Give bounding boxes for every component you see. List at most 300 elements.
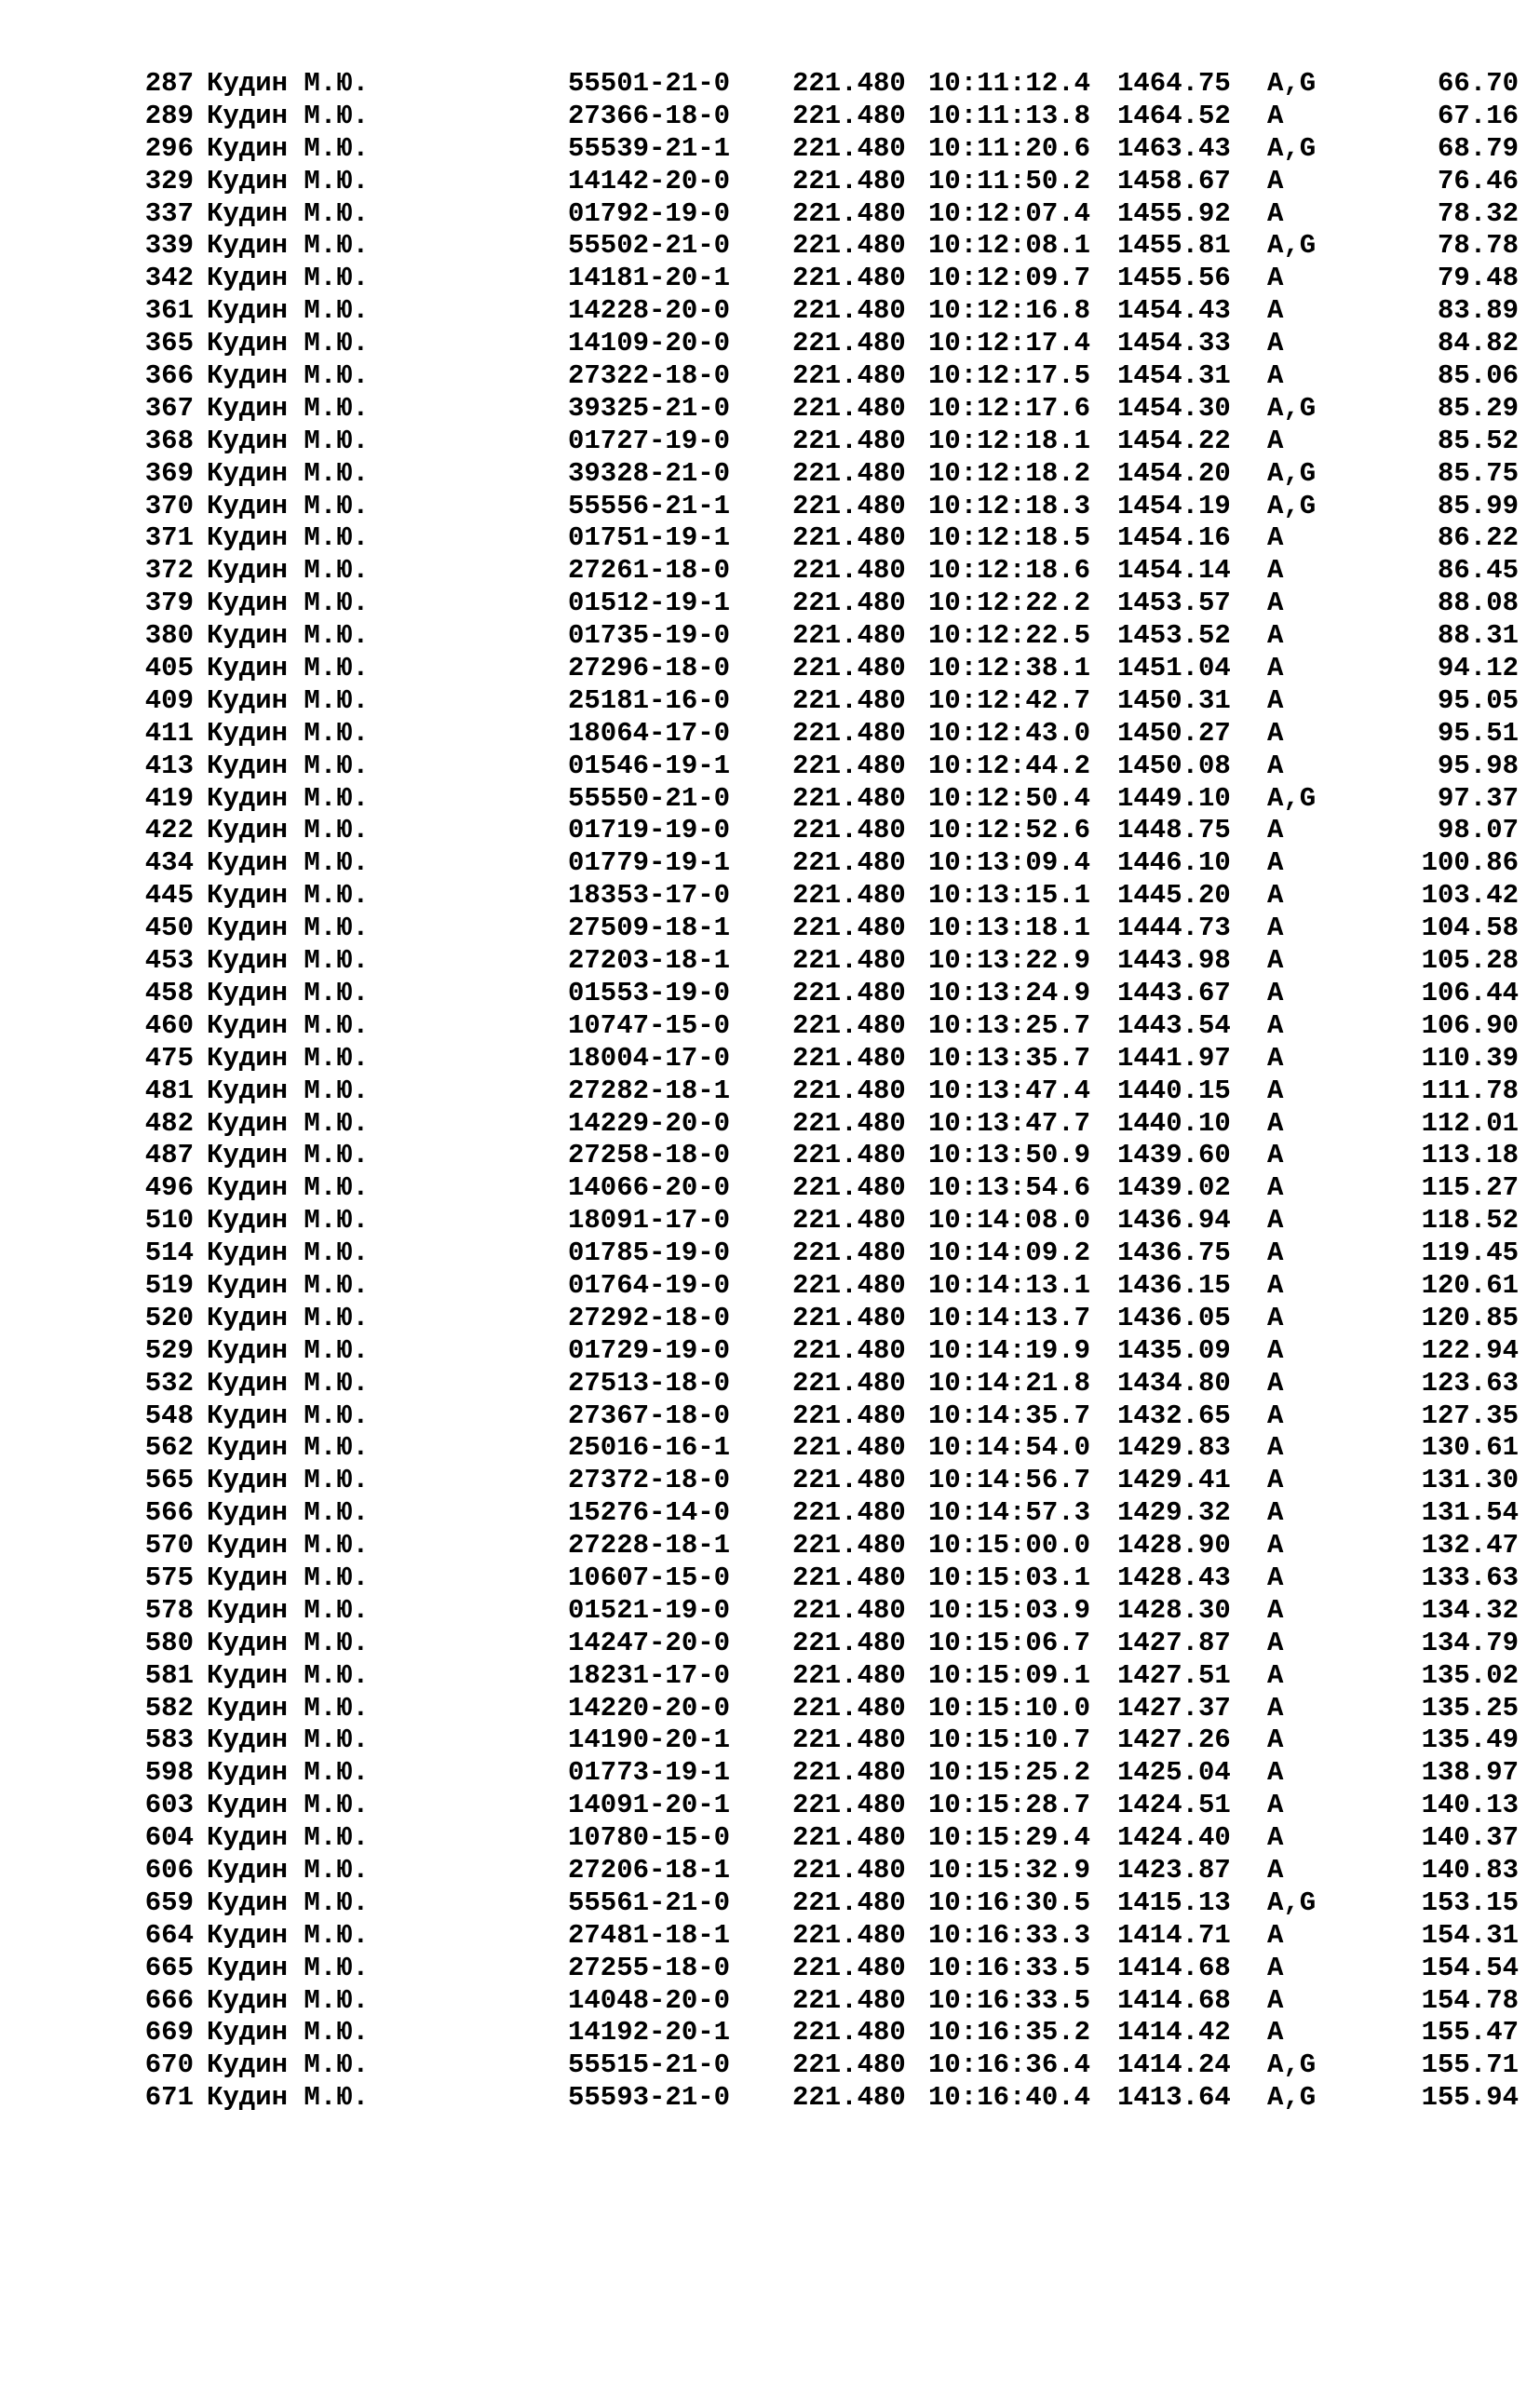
score-cell: 119.45 <box>1421 1237 1519 1269</box>
frequency-cell: 221.480 <box>792 1400 906 1431</box>
id-cell: 27367-18-0 <box>568 1400 731 1431</box>
time-cell: 10:13:35.7 <box>928 1042 1091 1074</box>
score-cell: 83.89 <box>1437 295 1519 327</box>
mode-cell: A <box>1267 295 1284 327</box>
value-cell: 1440.10 <box>1117 1107 1231 1139</box>
mode-cell: A <box>1267 100 1284 131</box>
frequency-cell: 221.480 <box>792 1140 906 1171</box>
time-cell: 10:14:54.0 <box>928 1432 1091 1464</box>
name-cell: Кудин М.Ю. <box>207 392 370 424</box>
time-cell: 10:12:43.0 <box>928 717 1091 749</box>
id-cell: 01779-19-1 <box>568 847 731 879</box>
time-cell: 10:13:24.9 <box>928 977 1091 1008</box>
score-cell: 154.54 <box>1421 1952 1519 1983</box>
table-row <box>0 1075 1540 1108</box>
value-cell: 1454.31 <box>1117 360 1231 392</box>
frequency-cell: 221.480 <box>792 425 906 456</box>
score-cell: 85.29 <box>1437 392 1519 424</box>
value-cell: 1451.04 <box>1117 653 1231 684</box>
id-cell: 14192-20-1 <box>568 2017 731 2049</box>
frequency-cell: 221.480 <box>792 1075 906 1106</box>
mode-cell: A <box>1267 197 1284 229</box>
frequency-cell: 221.480 <box>792 230 906 262</box>
frequency-cell: 221.480 <box>792 2049 906 2081</box>
mode-cell: A <box>1267 1790 1284 1821</box>
value-cell: 1454.43 <box>1117 295 1231 327</box>
value-cell: 1439.60 <box>1117 1140 1231 1171</box>
name-cell: Кудин М.Ю. <box>207 653 370 684</box>
table-row <box>0 1108 1540 1141</box>
time-cell: 10:16:35.2 <box>928 2017 1091 2049</box>
place-cell: 372 <box>144 555 194 587</box>
score-cell: 88.31 <box>1437 620 1519 652</box>
name-cell: Кудин М.Ю. <box>207 977 370 1008</box>
id-cell: 14220-20-0 <box>568 1692 731 1724</box>
name-cell: Кудин М.Ю. <box>207 360 370 392</box>
place-cell: 422 <box>144 815 194 846</box>
frequency-cell: 221.480 <box>792 1237 906 1269</box>
time-cell: 10:12:52.6 <box>928 815 1091 846</box>
mode-cell: A <box>1267 1237 1284 1269</box>
score-cell: 95.05 <box>1437 684 1519 716</box>
score-cell: 85.99 <box>1437 490 1519 521</box>
name-cell: Кудин М.Ю. <box>207 1400 370 1431</box>
id-cell: 27509-18-1 <box>568 913 731 944</box>
time-cell: 10:12:18.1 <box>928 425 1091 456</box>
mode-cell: A,G <box>1267 490 1317 521</box>
score-cell: 94.12 <box>1437 653 1519 684</box>
value-cell: 1429.32 <box>1117 1497 1231 1529</box>
table-row <box>0 328 1540 360</box>
value-cell: 1455.81 <box>1117 230 1231 262</box>
time-cell: 10:14:08.0 <box>928 1205 1091 1237</box>
name-cell: Кудин М.Ю. <box>207 1465 370 1496</box>
table-row <box>0 2049 1540 2082</box>
table-row <box>0 783 1540 816</box>
table-row <box>0 230 1540 263</box>
frequency-cell: 221.480 <box>792 165 906 196</box>
table-row <box>0 588 1540 620</box>
frequency-cell: 221.480 <box>792 1497 906 1529</box>
results-table <box>0 68 1540 2115</box>
time-cell: 10:12:16.8 <box>928 295 1091 327</box>
score-cell: 135.02 <box>1421 1659 1519 1691</box>
time-cell: 10:14:19.9 <box>928 1334 1091 1366</box>
mode-cell: A <box>1267 1009 1284 1041</box>
frequency-cell: 221.480 <box>792 1172 906 1204</box>
time-cell: 10:14:35.7 <box>928 1400 1091 1431</box>
table-row <box>0 555 1540 588</box>
id-cell: 27255-18-0 <box>568 1952 731 1983</box>
frequency-cell: 221.480 <box>792 1530 906 1562</box>
value-cell: 1455.92 <box>1117 197 1231 229</box>
score-cell: 85.06 <box>1437 360 1519 392</box>
id-cell: 14229-20-0 <box>568 1107 731 1139</box>
place-cell: 548 <box>144 1400 194 1431</box>
table-row <box>0 1855 1540 1887</box>
id-cell: 25016-16-1 <box>568 1432 731 1464</box>
table-row <box>0 458 1540 491</box>
value-cell: 1448.75 <box>1117 815 1231 846</box>
name-cell: Кудин М.Ю. <box>207 1205 370 1237</box>
mode-cell: A <box>1267 2017 1284 2049</box>
id-cell: 01785-19-0 <box>568 1237 731 1269</box>
value-cell: 1428.43 <box>1117 1562 1231 1593</box>
id-cell: 27203-18-1 <box>568 945 731 977</box>
score-cell: 84.82 <box>1437 328 1519 359</box>
time-cell: 10:14:56.7 <box>928 1465 1091 1496</box>
table-row <box>0 1172 1540 1205</box>
id-cell: 55501-21-0 <box>568 68 731 99</box>
frequency-cell: 221.480 <box>792 1334 906 1366</box>
score-cell: 103.42 <box>1421 880 1519 912</box>
name-cell: Кудин М.Ю. <box>207 1822 370 1854</box>
time-cell: 10:11:20.6 <box>928 132 1091 164</box>
table-row <box>0 1335 1540 1368</box>
place-cell: 598 <box>144 1757 194 1789</box>
place-cell: 339 <box>144 230 194 262</box>
table-row <box>0 2082 1540 2115</box>
name-cell: Кудин М.Ю. <box>207 782 370 814</box>
time-cell: 10:16:33.3 <box>928 1919 1091 1951</box>
place-cell: 575 <box>144 1562 194 1593</box>
place-cell: 583 <box>144 1724 194 1756</box>
place-cell: 419 <box>144 782 194 814</box>
time-cell: 10:14:09.2 <box>928 1237 1091 1269</box>
id-cell: 27481-18-1 <box>568 1919 731 1951</box>
mode-cell: A <box>1267 880 1284 912</box>
value-cell: 1443.98 <box>1117 945 1231 977</box>
time-cell: 10:12:38.1 <box>928 653 1091 684</box>
name-cell: Кудин М.Ю. <box>207 522 370 554</box>
time-cell: 10:15:03.9 <box>928 1594 1091 1626</box>
value-cell: 1454.33 <box>1117 328 1231 359</box>
score-cell: 131.54 <box>1421 1497 1519 1529</box>
value-cell: 1423.87 <box>1117 1854 1231 1886</box>
score-cell: 135.25 <box>1421 1692 1519 1724</box>
id-cell: 27296-18-0 <box>568 653 731 684</box>
value-cell: 1443.67 <box>1117 977 1231 1008</box>
value-cell: 1414.24 <box>1117 2049 1231 2081</box>
mode-cell: A <box>1267 1594 1284 1626</box>
mode-cell: A <box>1267 1302 1284 1333</box>
table-row <box>0 263 1540 295</box>
place-cell: 413 <box>144 750 194 781</box>
id-cell: 01764-19-0 <box>568 1269 731 1301</box>
name-cell: Кудин М.Ю. <box>207 68 370 99</box>
score-cell: 134.79 <box>1421 1627 1519 1658</box>
frequency-cell: 221.480 <box>792 880 906 912</box>
mode-cell: A <box>1267 1757 1284 1789</box>
place-cell: 411 <box>144 717 194 749</box>
time-cell: 10:12:18.5 <box>928 522 1091 554</box>
value-cell: 1414.42 <box>1117 2017 1231 2049</box>
frequency-cell: 221.480 <box>792 100 906 131</box>
table-row <box>0 360 1540 393</box>
place-cell: 514 <box>144 1237 194 1269</box>
score-cell: 111.78 <box>1421 1075 1519 1106</box>
frequency-cell: 221.480 <box>792 913 906 944</box>
name-cell: Кудин М.Ю. <box>207 1107 370 1139</box>
table-row <box>0 1497 1540 1530</box>
name-cell: Кудин М.Ю. <box>207 1627 370 1658</box>
name-cell: Кудин М.Ю. <box>207 1594 370 1626</box>
mode-cell: A,G <box>1267 230 1317 262</box>
table-row <box>0 718 1540 750</box>
id-cell: 18004-17-0 <box>568 1042 731 1074</box>
table-row <box>0 198 1540 231</box>
mode-cell: A <box>1267 1562 1284 1593</box>
place-cell: 666 <box>144 1984 194 2016</box>
table-row <box>0 1432 1540 1465</box>
table-row <box>0 1724 1540 1757</box>
score-cell: 86.22 <box>1437 522 1519 554</box>
place-cell: 532 <box>144 1367 194 1399</box>
id-cell: 18064-17-0 <box>568 717 731 749</box>
time-cell: 10:13:25.7 <box>928 1009 1091 1041</box>
place-cell: 475 <box>144 1042 194 1074</box>
score-cell: 122.94 <box>1421 1334 1519 1366</box>
frequency-cell: 221.480 <box>792 1886 906 1918</box>
time-cell: 10:15:06.7 <box>928 1627 1091 1658</box>
id-cell: 14066-20-0 <box>568 1172 731 1204</box>
value-cell: 1424.40 <box>1117 1822 1231 1854</box>
name-cell: Кудин М.Ю. <box>207 1367 370 1399</box>
time-cell: 10:13:47.7 <box>928 1107 1091 1139</box>
table-row <box>0 1530 1540 1562</box>
frequency-cell: 221.480 <box>792 1724 906 1756</box>
name-cell: Кудин М.Ю. <box>207 1562 370 1593</box>
name-cell: Кудин М.Ю. <box>207 1919 370 1951</box>
frequency-cell: 221.480 <box>792 2082 906 2114</box>
place-cell: 481 <box>144 1075 194 1106</box>
score-cell: 68.79 <box>1437 132 1519 164</box>
value-cell: 1458.67 <box>1117 165 1231 196</box>
id-cell: 01546-19-1 <box>568 750 731 781</box>
table-row <box>0 1465 1540 1497</box>
frequency-cell: 221.480 <box>792 945 906 977</box>
place-cell: 578 <box>144 1594 194 1626</box>
id-cell: 10607-15-0 <box>568 1562 731 1593</box>
score-cell: 85.52 <box>1437 425 1519 456</box>
id-cell: 55539-21-1 <box>568 132 731 164</box>
mode-cell: A <box>1267 1107 1284 1139</box>
id-cell: 55593-21-0 <box>568 2082 731 2114</box>
table-row <box>0 1887 1540 1920</box>
time-cell: 10:14:57.3 <box>928 1497 1091 1529</box>
frequency-cell: 221.480 <box>792 1367 906 1399</box>
time-cell: 10:12:18.2 <box>928 457 1091 489</box>
mode-cell: A <box>1267 913 1284 944</box>
frequency-cell: 221.480 <box>792 68 906 99</box>
mode-cell: A <box>1267 1042 1284 1074</box>
place-cell: 369 <box>144 457 194 489</box>
value-cell: 1454.22 <box>1117 425 1231 456</box>
id-cell: 01735-19-0 <box>568 620 731 652</box>
score-cell: 130.61 <box>1421 1432 1519 1464</box>
frequency-cell: 221.480 <box>792 132 906 164</box>
score-cell: 127.35 <box>1421 1400 1519 1431</box>
id-cell: 39325-21-0 <box>568 392 731 424</box>
name-cell: Кудин М.Ю. <box>207 1724 370 1756</box>
name-cell: Кудин М.Ю. <box>207 847 370 879</box>
frequency-cell: 221.480 <box>792 197 906 229</box>
frequency-cell: 221.480 <box>792 1465 906 1496</box>
id-cell: 27258-18-0 <box>568 1140 731 1171</box>
name-cell: Кудин М.Ю. <box>207 880 370 912</box>
place-cell: 450 <box>144 913 194 944</box>
score-cell: 115.27 <box>1421 1172 1519 1204</box>
value-cell: 1454.14 <box>1117 555 1231 587</box>
frequency-cell: 221.480 <box>792 653 906 684</box>
mode-cell: A,G <box>1267 2082 1317 2114</box>
score-cell: 76.46 <box>1437 165 1519 196</box>
frequency-cell: 221.480 <box>792 750 906 781</box>
score-cell: 88.08 <box>1437 588 1519 619</box>
place-cell: 664 <box>144 1919 194 1951</box>
time-cell: 10:15:32.9 <box>928 1854 1091 1886</box>
id-cell: 10780-15-0 <box>568 1822 731 1854</box>
id-cell: 55556-21-1 <box>568 490 731 521</box>
table-row <box>0 522 1540 555</box>
name-cell: Кудин М.Ю. <box>207 717 370 749</box>
time-cell: 10:15:29.4 <box>928 1822 1091 1854</box>
name-cell: Кудин М.Ю. <box>207 425 370 456</box>
mode-cell: A <box>1267 1659 1284 1691</box>
frequency-cell: 221.480 <box>792 620 906 652</box>
table-row <box>0 1270 1540 1303</box>
value-cell: 1443.54 <box>1117 1009 1231 1041</box>
mode-cell: A,G <box>1267 68 1317 99</box>
name-cell: Кудин М.Ю. <box>207 1302 370 1333</box>
score-cell: 100.86 <box>1421 847 1519 879</box>
name-cell: Кудин М.Ю. <box>207 263 370 294</box>
place-cell: 366 <box>144 360 194 392</box>
place-cell: 329 <box>144 165 194 196</box>
score-cell: 123.63 <box>1421 1367 1519 1399</box>
table-row <box>0 978 1540 1010</box>
place-cell: 434 <box>144 847 194 879</box>
place-cell: 582 <box>144 1692 194 1724</box>
table-row <box>0 1985 1540 2018</box>
name-cell: Кудин М.Ю. <box>207 1140 370 1171</box>
frequency-cell: 221.480 <box>792 490 906 521</box>
name-cell: Кудин М.Ю. <box>207 945 370 977</box>
score-cell: 154.78 <box>1421 1984 1519 2016</box>
score-cell: 105.28 <box>1421 945 1519 977</box>
name-cell: Кудин М.Ю. <box>207 2017 370 2049</box>
time-cell: 10:12:18.6 <box>928 555 1091 587</box>
time-cell: 10:12:22.2 <box>928 588 1091 619</box>
value-cell: 1429.41 <box>1117 1465 1231 1496</box>
time-cell: 10:15:00.0 <box>928 1530 1091 1562</box>
place-cell: 510 <box>144 1205 194 1237</box>
mode-cell: A,G <box>1267 392 1317 424</box>
score-cell: 95.51 <box>1437 717 1519 749</box>
id-cell: 14142-20-0 <box>568 165 731 196</box>
place-cell: 287 <box>144 68 194 99</box>
name-cell: Кудин М.Ю. <box>207 132 370 164</box>
time-cell: 10:16:36.4 <box>928 2049 1091 2081</box>
id-cell: 14109-20-0 <box>568 328 731 359</box>
frequency-cell: 221.480 <box>792 1757 906 1789</box>
name-cell: Кудин М.Ю. <box>207 230 370 262</box>
frequency-cell: 221.480 <box>792 555 906 587</box>
frequency-cell: 221.480 <box>792 1854 906 1886</box>
name-cell: Кудин М.Ю. <box>207 1334 370 1366</box>
name-cell: Кудин М.Ю. <box>207 1432 370 1464</box>
id-cell: 55502-21-0 <box>568 230 731 262</box>
score-cell: 106.90 <box>1421 1009 1519 1041</box>
time-cell: 10:12:08.1 <box>928 230 1091 262</box>
frequency-cell: 221.480 <box>792 1205 906 1237</box>
name-cell: Кудин М.Ю. <box>207 1692 370 1724</box>
value-cell: 1427.37 <box>1117 1692 1231 1724</box>
table-row <box>0 847 1540 880</box>
time-cell: 10:13:50.9 <box>928 1140 1091 1171</box>
score-cell: 133.63 <box>1421 1562 1519 1593</box>
table-row <box>0 815 1540 847</box>
table-row <box>0 1693 1540 1725</box>
id-cell: 27282-18-1 <box>568 1075 731 1106</box>
id-cell: 01773-19-1 <box>568 1757 731 1789</box>
name-cell: Кудин М.Ю. <box>207 2049 370 2081</box>
table-row <box>0 166 1540 198</box>
id-cell: 01792-19-0 <box>568 197 731 229</box>
value-cell: 1454.19 <box>1117 490 1231 521</box>
name-cell: Кудин М.Ю. <box>207 1009 370 1041</box>
score-cell: 120.61 <box>1421 1269 1519 1301</box>
time-cell: 10:11:12.4 <box>928 68 1091 99</box>
mode-cell: A <box>1267 1432 1284 1464</box>
name-cell: Кудин М.Ю. <box>207 750 370 781</box>
score-cell: 155.47 <box>1421 2017 1519 2049</box>
time-cell: 10:15:28.7 <box>928 1790 1091 1821</box>
id-cell: 14091-20-1 <box>568 1790 731 1821</box>
id-cell: 55515-21-0 <box>568 2049 731 2081</box>
name-cell: Кудин М.Ю. <box>207 1075 370 1106</box>
value-cell: 1450.27 <box>1117 717 1231 749</box>
id-cell: 27322-18-0 <box>568 360 731 392</box>
mode-cell: A <box>1267 1334 1284 1366</box>
score-cell: 97.37 <box>1437 782 1519 814</box>
name-cell: Кудин М.Ю. <box>207 588 370 619</box>
table-row <box>0 945 1540 978</box>
name-cell: Кудин М.Ю. <box>207 1497 370 1529</box>
name-cell: Кудин М.Ю. <box>207 165 370 196</box>
time-cell: 10:13:54.6 <box>928 1172 1091 1204</box>
mode-cell: A,G <box>1267 132 1317 164</box>
table-row <box>0 1303 1540 1335</box>
time-cell: 10:13:18.1 <box>928 913 1091 944</box>
frequency-cell: 221.480 <box>792 977 906 1008</box>
mode-cell: A <box>1267 425 1284 456</box>
id-cell: 14247-20-0 <box>568 1627 731 1658</box>
time-cell: 10:16:40.4 <box>928 2082 1091 2114</box>
frequency-cell: 221.480 <box>792 1822 906 1854</box>
score-cell: 138.97 <box>1421 1757 1519 1789</box>
place-cell: 565 <box>144 1465 194 1496</box>
place-cell: 379 <box>144 588 194 619</box>
place-cell: 581 <box>144 1659 194 1691</box>
id-cell: 01553-19-0 <box>568 977 731 1008</box>
place-cell: 445 <box>144 880 194 912</box>
score-cell: 140.13 <box>1421 1790 1519 1821</box>
time-cell: 10:12:18.3 <box>928 490 1091 521</box>
mode-cell: A,G <box>1267 1886 1317 1918</box>
mode-cell: A <box>1267 1172 1284 1204</box>
mode-cell: A <box>1267 1140 1284 1171</box>
